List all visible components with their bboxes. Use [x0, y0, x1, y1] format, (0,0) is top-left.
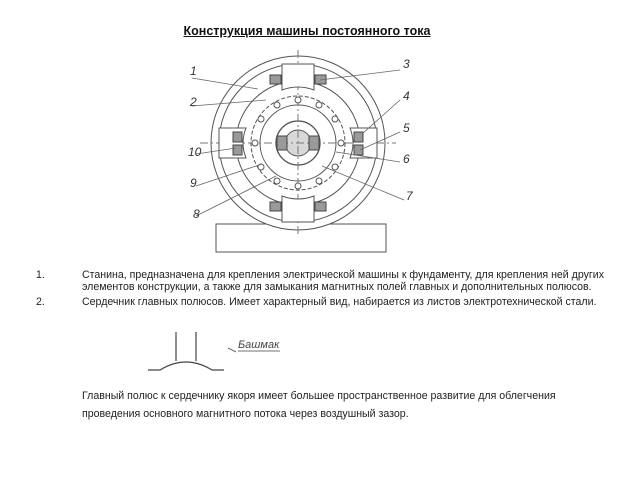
main-pole-top: [282, 64, 314, 90]
callout-10: 10: [188, 145, 202, 159]
callout-1: 1: [190, 64, 197, 78]
shoe-label: Башмак: [238, 339, 280, 351]
callout-8: 8: [193, 207, 200, 221]
page-title: Конструкция машины постоянного тока: [183, 24, 431, 38]
component-list: [36, 269, 604, 311]
list-item-number: 2.: [36, 296, 45, 308]
callout-9: 9: [190, 176, 197, 190]
main-pole-bottom: [282, 196, 314, 222]
pole-core-outline: [176, 332, 196, 361]
pole-shoe-outline: [148, 362, 224, 370]
list-item: [36, 269, 604, 293]
pole-shoe-sketch: [140, 330, 340, 380]
main-pole-paragraph: Главный полюс к сердечнику якоря имеет большее пространственное развитие для облегчения проведения основного магнитного потока через воздушный зазор.: [82, 390, 556, 420]
list-item-number: 1.: [36, 269, 45, 281]
list-item-text: Станина, предназначена для крепления электрической машины к фундаменту, для крепления ней других элементов конструкции, а также для замыкания магнитных полей главных и дополнительных полюсов.: [82, 269, 604, 293]
callout-5: 5: [403, 121, 410, 135]
list-item: [36, 296, 604, 308]
callout-6: 6: [403, 152, 410, 166]
list-item-text: Сердечник главных полюсов. Имеет характерный вид, набирается из листов электротехнической стали.: [82, 296, 597, 308]
callout-3: 3: [403, 57, 410, 71]
callout-2: 2: [190, 95, 197, 109]
winding: [270, 75, 281, 84]
callout-4: 4: [403, 89, 410, 103]
callout-7: 7: [406, 189, 413, 203]
